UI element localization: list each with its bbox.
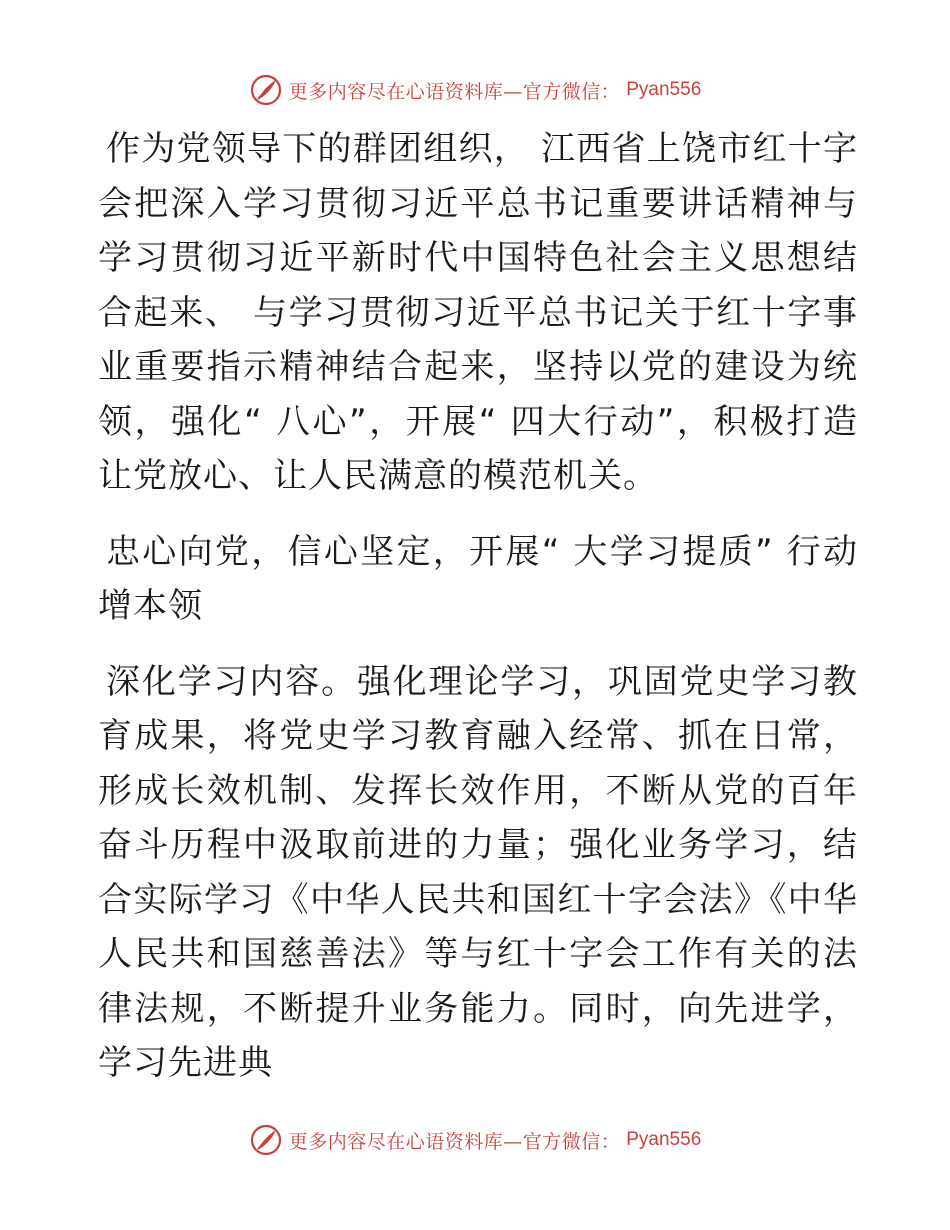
quill-seal-icon <box>249 1123 283 1157</box>
header-watermark <box>0 70 950 110</box>
watermark-wechat-id: Pyan556 <box>626 79 702 100</box>
watermark-wechat-id: Pyan556 <box>626 1129 702 1150</box>
document-body <box>98 122 858 1091</box>
section-heading: 忠心向党，信心坚定，开展“ 大学习提质” 行动增本领 <box>98 531 858 626</box>
footer-watermark <box>0 1120 950 1160</box>
paragraph-intro: 作为党领导下的群团组织， 江西省上饶市红十字会把深入学习贯彻习近平总书记重要讲话精神与学习贯彻习近平新时代中国特色社会主义思想结合起来、 与学习贯彻习近平总书记关于红十字事业重要指示精神结合起来，坚持以党的建设为统领，强化“ 八心”，开展“ 四大行动”，积极打造让党放心、让人民满意的模范机关。 <box>98 129 858 496</box>
paragraph-study: 深化学习内容。强化理论学习，巩固党史学习教育成果，将党史学习教育融入经常、抓在日常，形成长效机制、发挥长效作用，不断从党的百年奋斗历程中汲取前进的力量；强化业务学习，结合实际学习《中华人民共和国红十字会法》《中华人民共和国慈善法》等与红十字会工作有关的法律法规，不断提升业务能力。同时，向先进学，学习先进典 <box>98 661 858 1083</box>
quill-seal-icon <box>249 73 283 107</box>
watermark-text: 更多内容尽在心语资料库—官方微信： <box>288 80 621 103</box>
watermark-text: 更多内容尽在心语资料库—官方微信： <box>288 1130 621 1153</box>
